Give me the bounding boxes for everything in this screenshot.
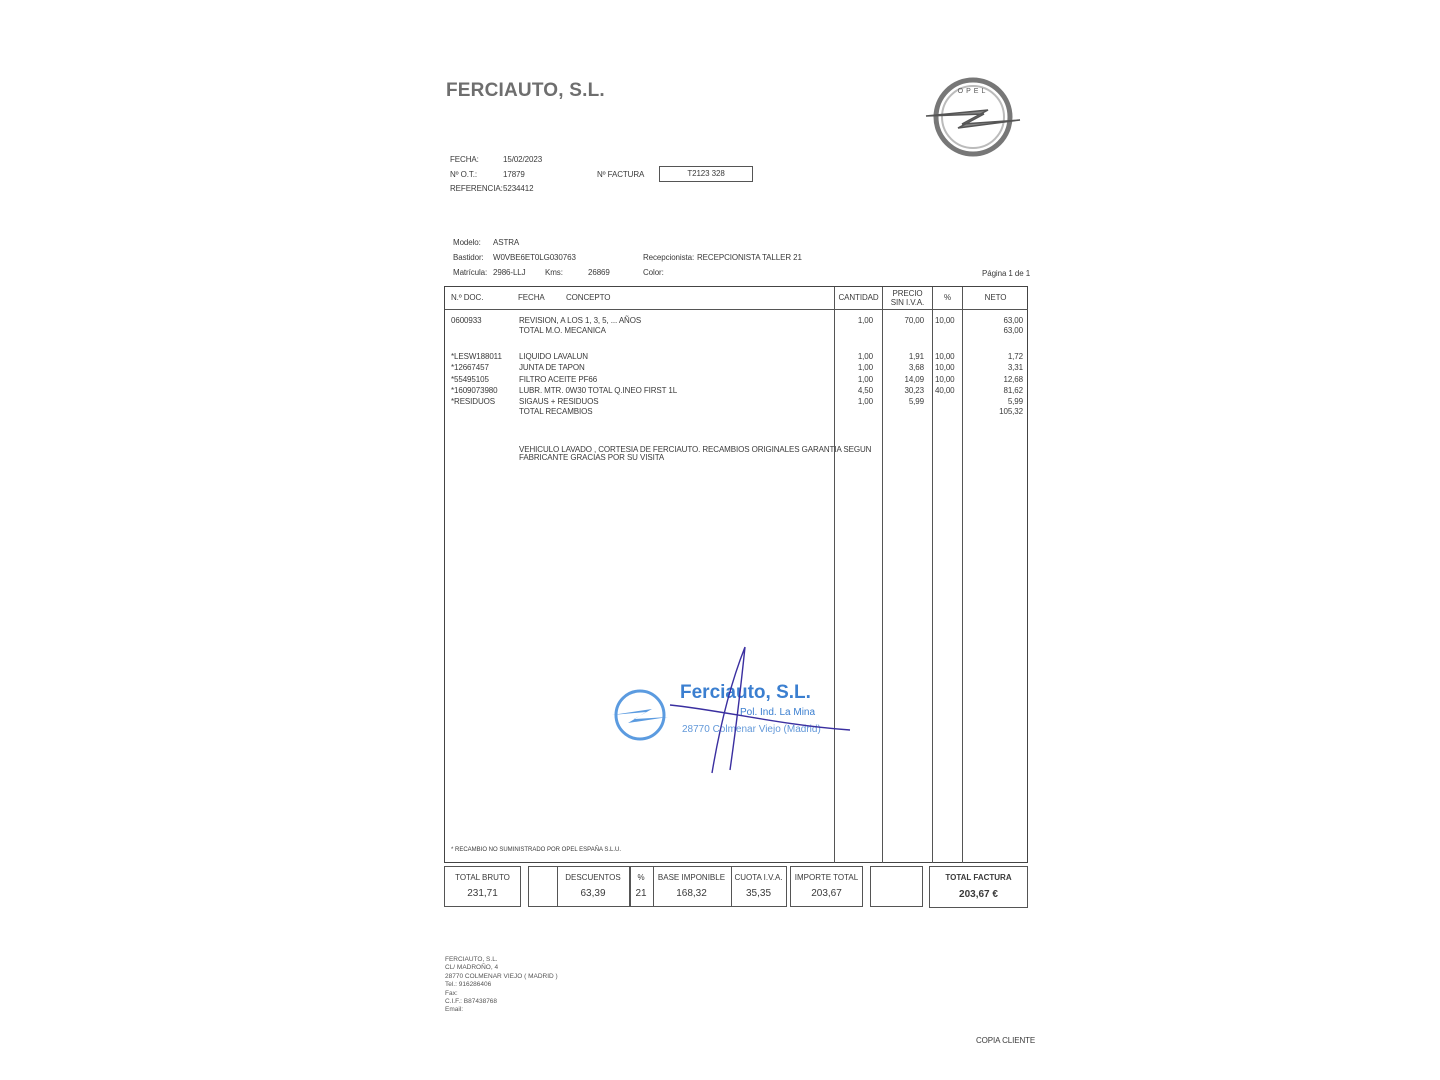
stamp-company-name: Ferciauto, S.L. bbox=[680, 682, 811, 703]
row-precio: 30,23 bbox=[904, 386, 924, 395]
row-cantidad: 4,50 bbox=[857, 386, 873, 395]
copia-cliente-label: COPIA CLIENTE bbox=[976, 1036, 1036, 1045]
factura-number: T2123 328 bbox=[659, 166, 753, 182]
total-factura-value: 203,67 € bbox=[959, 889, 998, 900]
empty-box bbox=[870, 866, 923, 907]
signature bbox=[660, 645, 860, 775]
row-neto: 5,99 bbox=[1007, 397, 1023, 406]
importe-total-box bbox=[790, 866, 863, 907]
cuota-iva-label: CUOTA I.V.A. bbox=[734, 873, 783, 882]
svg-text:OPEL: OPEL bbox=[957, 88, 989, 95]
total-bruto-box bbox=[444, 866, 521, 907]
cuota-iva-value: 35,35 bbox=[745, 888, 772, 899]
footer-line: C.I.F.: B87438768 bbox=[445, 998, 498, 1006]
stamp-address-line2: 28770 Colmenar Viejo (Madrid) bbox=[682, 724, 821, 735]
page-indicator: Página 1 de 1 bbox=[982, 269, 1031, 278]
row-concepto: SIGAUS + RESIDUOS bbox=[519, 397, 599, 406]
col-divider bbox=[834, 287, 835, 863]
row-pct: 10,00 bbox=[935, 352, 955, 361]
total-factura-label: TOTAL FACTURA bbox=[945, 873, 1012, 882]
matricula-label: Matrícula: bbox=[453, 268, 488, 277]
col-divider bbox=[882, 287, 883, 863]
fecha-value: 15/02/2023 bbox=[503, 155, 543, 164]
row-pct: 10,00 bbox=[935, 316, 955, 325]
ot-label: Nº O.T.: bbox=[450, 170, 478, 179]
row-neto: 12,68 bbox=[1003, 375, 1023, 384]
row-neto: 105,32 bbox=[999, 407, 1023, 416]
row-concepto: FILTRO ACEITE PF66 bbox=[519, 375, 598, 384]
row-precio: 5,99 bbox=[908, 397, 924, 406]
col-header-neto: NETO bbox=[984, 293, 1007, 302]
total-bruto-label: TOTAL BRUTO bbox=[455, 873, 510, 882]
row-cantidad: 1,00 bbox=[857, 316, 873, 325]
stamp-address-line1: Pol. Ind. La Mina bbox=[740, 707, 816, 718]
col-divider bbox=[962, 287, 963, 863]
footer-line: FERCIAUTO, S.L. bbox=[445, 956, 498, 963]
row-cantidad: 1,00 bbox=[857, 363, 873, 372]
referencia-value: 5234412 bbox=[503, 184, 534, 193]
col-header-precio: PRECIO bbox=[892, 289, 923, 298]
descuentos-label: DESCUENTOS bbox=[565, 873, 621, 882]
factura-label: Nº FACTURA bbox=[597, 170, 645, 179]
footer-line: 28770 COLMENAR VIEJO ( MADRID ) bbox=[445, 972, 558, 980]
row-cantidad: 1,00 bbox=[857, 397, 873, 406]
invoice-note-line2: FABRICANTE GRACIAS POR SU VISITA bbox=[519, 453, 665, 462]
row-doc: *LESW188011 bbox=[451, 352, 502, 361]
row-neto: 63,00 bbox=[1003, 326, 1023, 335]
bastidor-label: Bastidor: bbox=[453, 253, 484, 262]
base-imponible-label: BASE IMPONIBLE bbox=[657, 873, 726, 882]
row-pct: 10,00 bbox=[935, 375, 955, 384]
row-neto: 1,72 bbox=[1007, 352, 1023, 361]
row-cantidad: 1,00 bbox=[857, 375, 873, 384]
importe-total-label: IMPORTE TOTAL bbox=[794, 873, 859, 882]
total-factura-box bbox=[929, 866, 1028, 908]
row-precio: 70,00 bbox=[904, 316, 924, 325]
row-doc: *1609073980 bbox=[451, 386, 498, 395]
row-doc: *12667457 bbox=[451, 363, 489, 372]
col-header-precio-sub: SIN I.V.A. bbox=[890, 298, 925, 307]
footer-line: Email: bbox=[445, 1006, 464, 1014]
fecha-label: FECHA: bbox=[450, 155, 479, 164]
importe-total-value: 203,67 bbox=[811, 888, 842, 899]
col-divider bbox=[932, 287, 933, 863]
invoice-lines-table bbox=[444, 286, 1028, 863]
modelo-value: ASTRA bbox=[493, 238, 520, 247]
recepcionista-value: RECEPCIONISTA TALLER 21 bbox=[697, 253, 802, 262]
header-divider bbox=[445, 309, 1028, 310]
company-footer bbox=[445, 956, 558, 1015]
ot-value: 17879 bbox=[503, 170, 525, 179]
footer-line: Fax: bbox=[445, 989, 458, 997]
row-doc: 0600933 bbox=[451, 316, 482, 325]
referencia-label: REFERENCIA: bbox=[450, 184, 503, 193]
footnote: * RECAMBIO NO SUMINISTRADO POR OPEL ESPAÑA S.L.U. bbox=[451, 847, 622, 853]
color-label: Color: bbox=[643, 268, 664, 277]
row-concepto: TOTAL RECAMBIOS bbox=[519, 407, 593, 416]
invoice-note-line1: VEHICULO LAVADO , CORTESIA DE FERCIAUTO. RECAMBIOS ORIGINALES GARANTIA SEGUN bbox=[519, 445, 872, 454]
base-imponible-value: 168,32 bbox=[676, 888, 707, 899]
company-name: FERCIAUTO, S.L. bbox=[446, 80, 605, 101]
kms-value: 26869 bbox=[588, 268, 610, 277]
footer-line: Tel.: 916286406 bbox=[445, 981, 492, 989]
matricula-value: 2986-LLJ bbox=[493, 268, 526, 277]
row-neto: 3,31 bbox=[1007, 363, 1023, 372]
opel-logo-icon bbox=[918, 76, 1028, 158]
modelo-label: Modelo: bbox=[453, 238, 481, 247]
col-header-pct: % bbox=[943, 293, 951, 302]
row-cantidad: 1,00 bbox=[857, 352, 873, 361]
kms-label: Kms: bbox=[545, 268, 563, 277]
bastidor-value: W0VBE6ET0LG030763 bbox=[493, 253, 576, 262]
recepcionista-label: Recepcionista: bbox=[643, 253, 695, 262]
footer-line: CL/ MADROÑO, 4 bbox=[445, 964, 499, 972]
iva-pct-label: % bbox=[637, 873, 645, 882]
descuentos-value: 63,39 bbox=[580, 888, 606, 899]
col-header-doc: N.º DOC. bbox=[451, 293, 484, 302]
col-header-fecha: FECHA bbox=[518, 293, 545, 302]
row-concepto: LIQUIDO LAVALUN bbox=[519, 352, 588, 361]
row-concepto: REVISION, A LOS 1, 3, 5, ... AÑOS bbox=[519, 316, 642, 325]
row-concepto: LUBR. MTR. 0W30 TOTAL Q.INEO FIRST 1L bbox=[519, 386, 678, 395]
row-pct: 40,00 bbox=[935, 386, 955, 395]
row-precio: 1,91 bbox=[908, 352, 924, 361]
descuentos-box bbox=[528, 866, 630, 907]
iva-pct-value: 21 bbox=[635, 888, 647, 899]
row-doc: *RESIDUOS bbox=[451, 397, 495, 406]
row-precio: 3,68 bbox=[908, 363, 924, 372]
row-pct: 10,00 bbox=[935, 363, 955, 372]
row-neto: 63,00 bbox=[1003, 316, 1023, 325]
row-concepto: JUNTA DE TAPON bbox=[519, 363, 585, 372]
col-header-concepto: CONCEPTO bbox=[566, 293, 611, 302]
row-precio: 14,09 bbox=[904, 375, 924, 384]
total-bruto-value: 231,71 bbox=[467, 888, 498, 899]
row-doc: *55495105 bbox=[451, 375, 489, 384]
iva-box bbox=[630, 866, 787, 907]
col-header-cantidad: CANTIDAD bbox=[838, 293, 879, 302]
row-concepto: TOTAL M.O. MECANICA bbox=[519, 326, 606, 335]
row-neto: 81,62 bbox=[1003, 386, 1023, 395]
